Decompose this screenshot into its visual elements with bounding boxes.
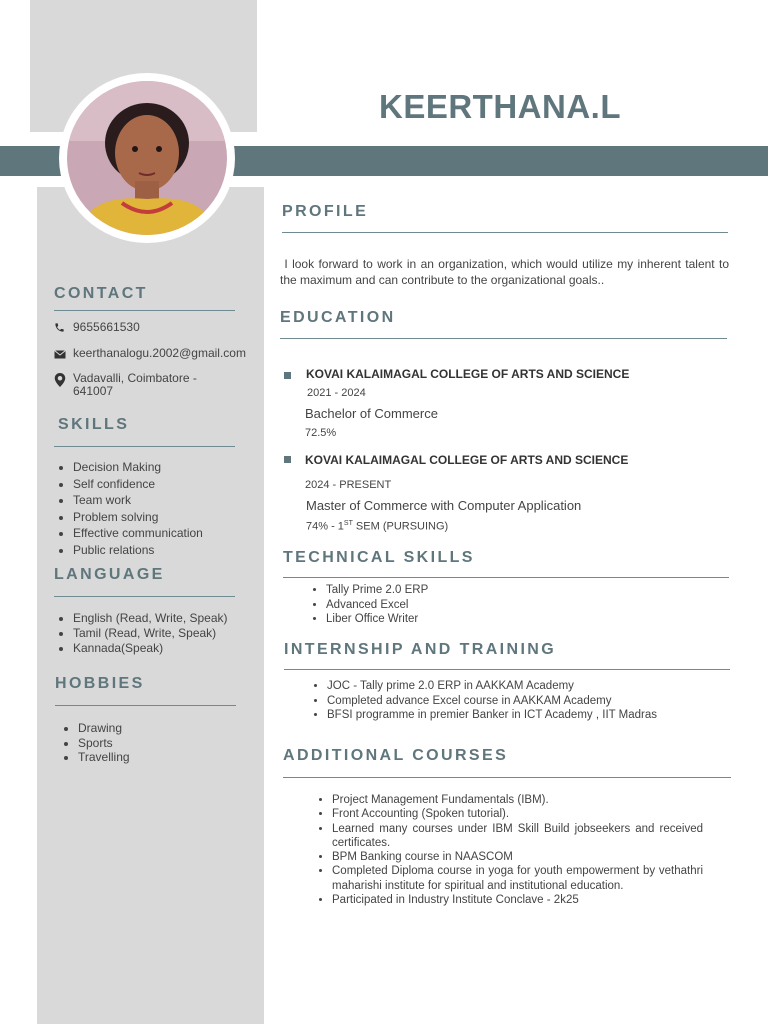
phone-number[interactable]: 9655661530 xyxy=(73,320,140,334)
list-item: • Learned many courses under IBM Skill Build jobseekers and received certificates. xyxy=(332,822,703,851)
list-item: • Advanced Excel xyxy=(326,598,428,613)
language-title: LANGUAGE xyxy=(54,566,165,583)
contact-divider xyxy=(54,310,235,311)
list-item: • Drawing xyxy=(78,721,130,736)
list-item: • JOC - Tally prime 2.0 ERP in AAKKAM Academy xyxy=(327,679,657,694)
education-years: 2024 - PRESENT xyxy=(305,479,392,491)
technical-skills-list xyxy=(308,583,428,627)
hobbies-title: HOBBIES xyxy=(55,675,145,692)
list-item: • Decision Making xyxy=(73,459,203,476)
technical-skills-title: TECHNICAL SKILLS xyxy=(283,549,475,566)
language-list xyxy=(55,611,228,656)
profile-summary: I look forward to work in an organization, which would utilize my inherent talent to the maximum and can contribute to the organizational goals.. xyxy=(280,257,733,287)
list-item: • Participated in Industry Institute Conclave - 2k25 xyxy=(332,893,703,907)
additional-courses-list xyxy=(314,793,703,907)
bullet-square-icon xyxy=(284,456,291,463)
education-school: KOVAI KALAIMAGAL COLLEGE OF ARTS AND SCIENCE xyxy=(305,453,629,467)
email-address[interactable]: keerthanalogu.2002@gmail.com xyxy=(73,346,246,360)
list-item: • Sports xyxy=(78,736,130,751)
skills-divider xyxy=(54,446,235,447)
internship-divider xyxy=(284,669,730,670)
address-line-2: 641007 xyxy=(73,384,114,398)
list-item: • Liber Office Writer xyxy=(326,612,428,627)
skills-title: SKILLS xyxy=(58,416,130,433)
list-item: • Team work xyxy=(73,492,203,509)
internship-title: INTERNSHIP AND TRAINING xyxy=(284,641,557,658)
list-item: • Public relations xyxy=(73,542,203,559)
mail-icon xyxy=(54,350,66,359)
additional-courses-divider xyxy=(283,777,731,778)
additional-courses-title: ADDITIONAL COURSES xyxy=(283,747,509,764)
education-divider xyxy=(280,338,727,339)
list-item: • Effective communication xyxy=(73,525,203,542)
person-name: KEERTHANA.L xyxy=(379,88,621,125)
list-item: • Self confidence xyxy=(73,476,203,493)
sidebar-panel xyxy=(37,187,264,1024)
education-degree: Master of Commerce with Computer Application xyxy=(306,498,582,513)
list-item: • Problem solving xyxy=(73,509,203,526)
address-line-1: Vadavalli, Coimbatore - xyxy=(73,371,197,385)
phone-icon xyxy=(54,322,65,333)
list-item: • Tally Prime 2.0 ERP xyxy=(326,583,428,598)
profile-divider xyxy=(282,232,728,233)
technical-skills-divider xyxy=(283,577,729,578)
score-prefix: 74% - 1 xyxy=(306,520,344,533)
education-degree: Bachelor of Commerce xyxy=(305,406,438,421)
education-years: 2021 - 2024 xyxy=(307,387,366,399)
list-item: • Tamil (Read, Write, Speak) xyxy=(73,626,228,641)
education-title: EDUCATION xyxy=(280,309,396,326)
list-item: • English (Read, Write, Speak) xyxy=(73,611,228,626)
list-item: • Front Accounting (Spoken tutorial). xyxy=(332,807,703,821)
score-suffix: SEM (PURSUING) xyxy=(352,520,449,533)
contact-title: CONTACT xyxy=(54,285,148,302)
list-item: • Project Management Fundamentals (IBM). xyxy=(332,793,703,807)
internship-list xyxy=(309,679,657,723)
list-item: • BPM Banking course in NAASCOM xyxy=(332,850,703,864)
bullet-square-icon xyxy=(284,372,291,379)
education-score: 72.5% xyxy=(305,427,337,439)
hobbies-list xyxy=(60,721,130,765)
list-item: • Completed Diploma course in yoga for youth empowerment by vethathri maharishi institute for spiritual and institutional education. xyxy=(332,864,703,893)
hobbies-divider xyxy=(55,705,236,706)
education-score xyxy=(306,520,448,533)
list-item: • Completed advance Excel course in AAKKAM Academy xyxy=(327,694,657,709)
profile-photo xyxy=(67,81,227,235)
skills-list xyxy=(55,459,203,558)
location-pin-icon xyxy=(54,373,66,387)
score-superscript: ST xyxy=(343,520,353,527)
list-item: • BFSI programme in premier Banker in ICT Academy , IIT Madras xyxy=(327,708,657,723)
profile-title: PROFILE xyxy=(282,203,369,220)
list-item: • Travelling xyxy=(78,750,130,765)
education-school: KOVAI KALAIMAGAL COLLEGE OF ARTS AND SCIENCE xyxy=(306,367,630,381)
list-item: • Kannada(Speak) xyxy=(73,641,228,656)
language-divider xyxy=(54,596,235,597)
